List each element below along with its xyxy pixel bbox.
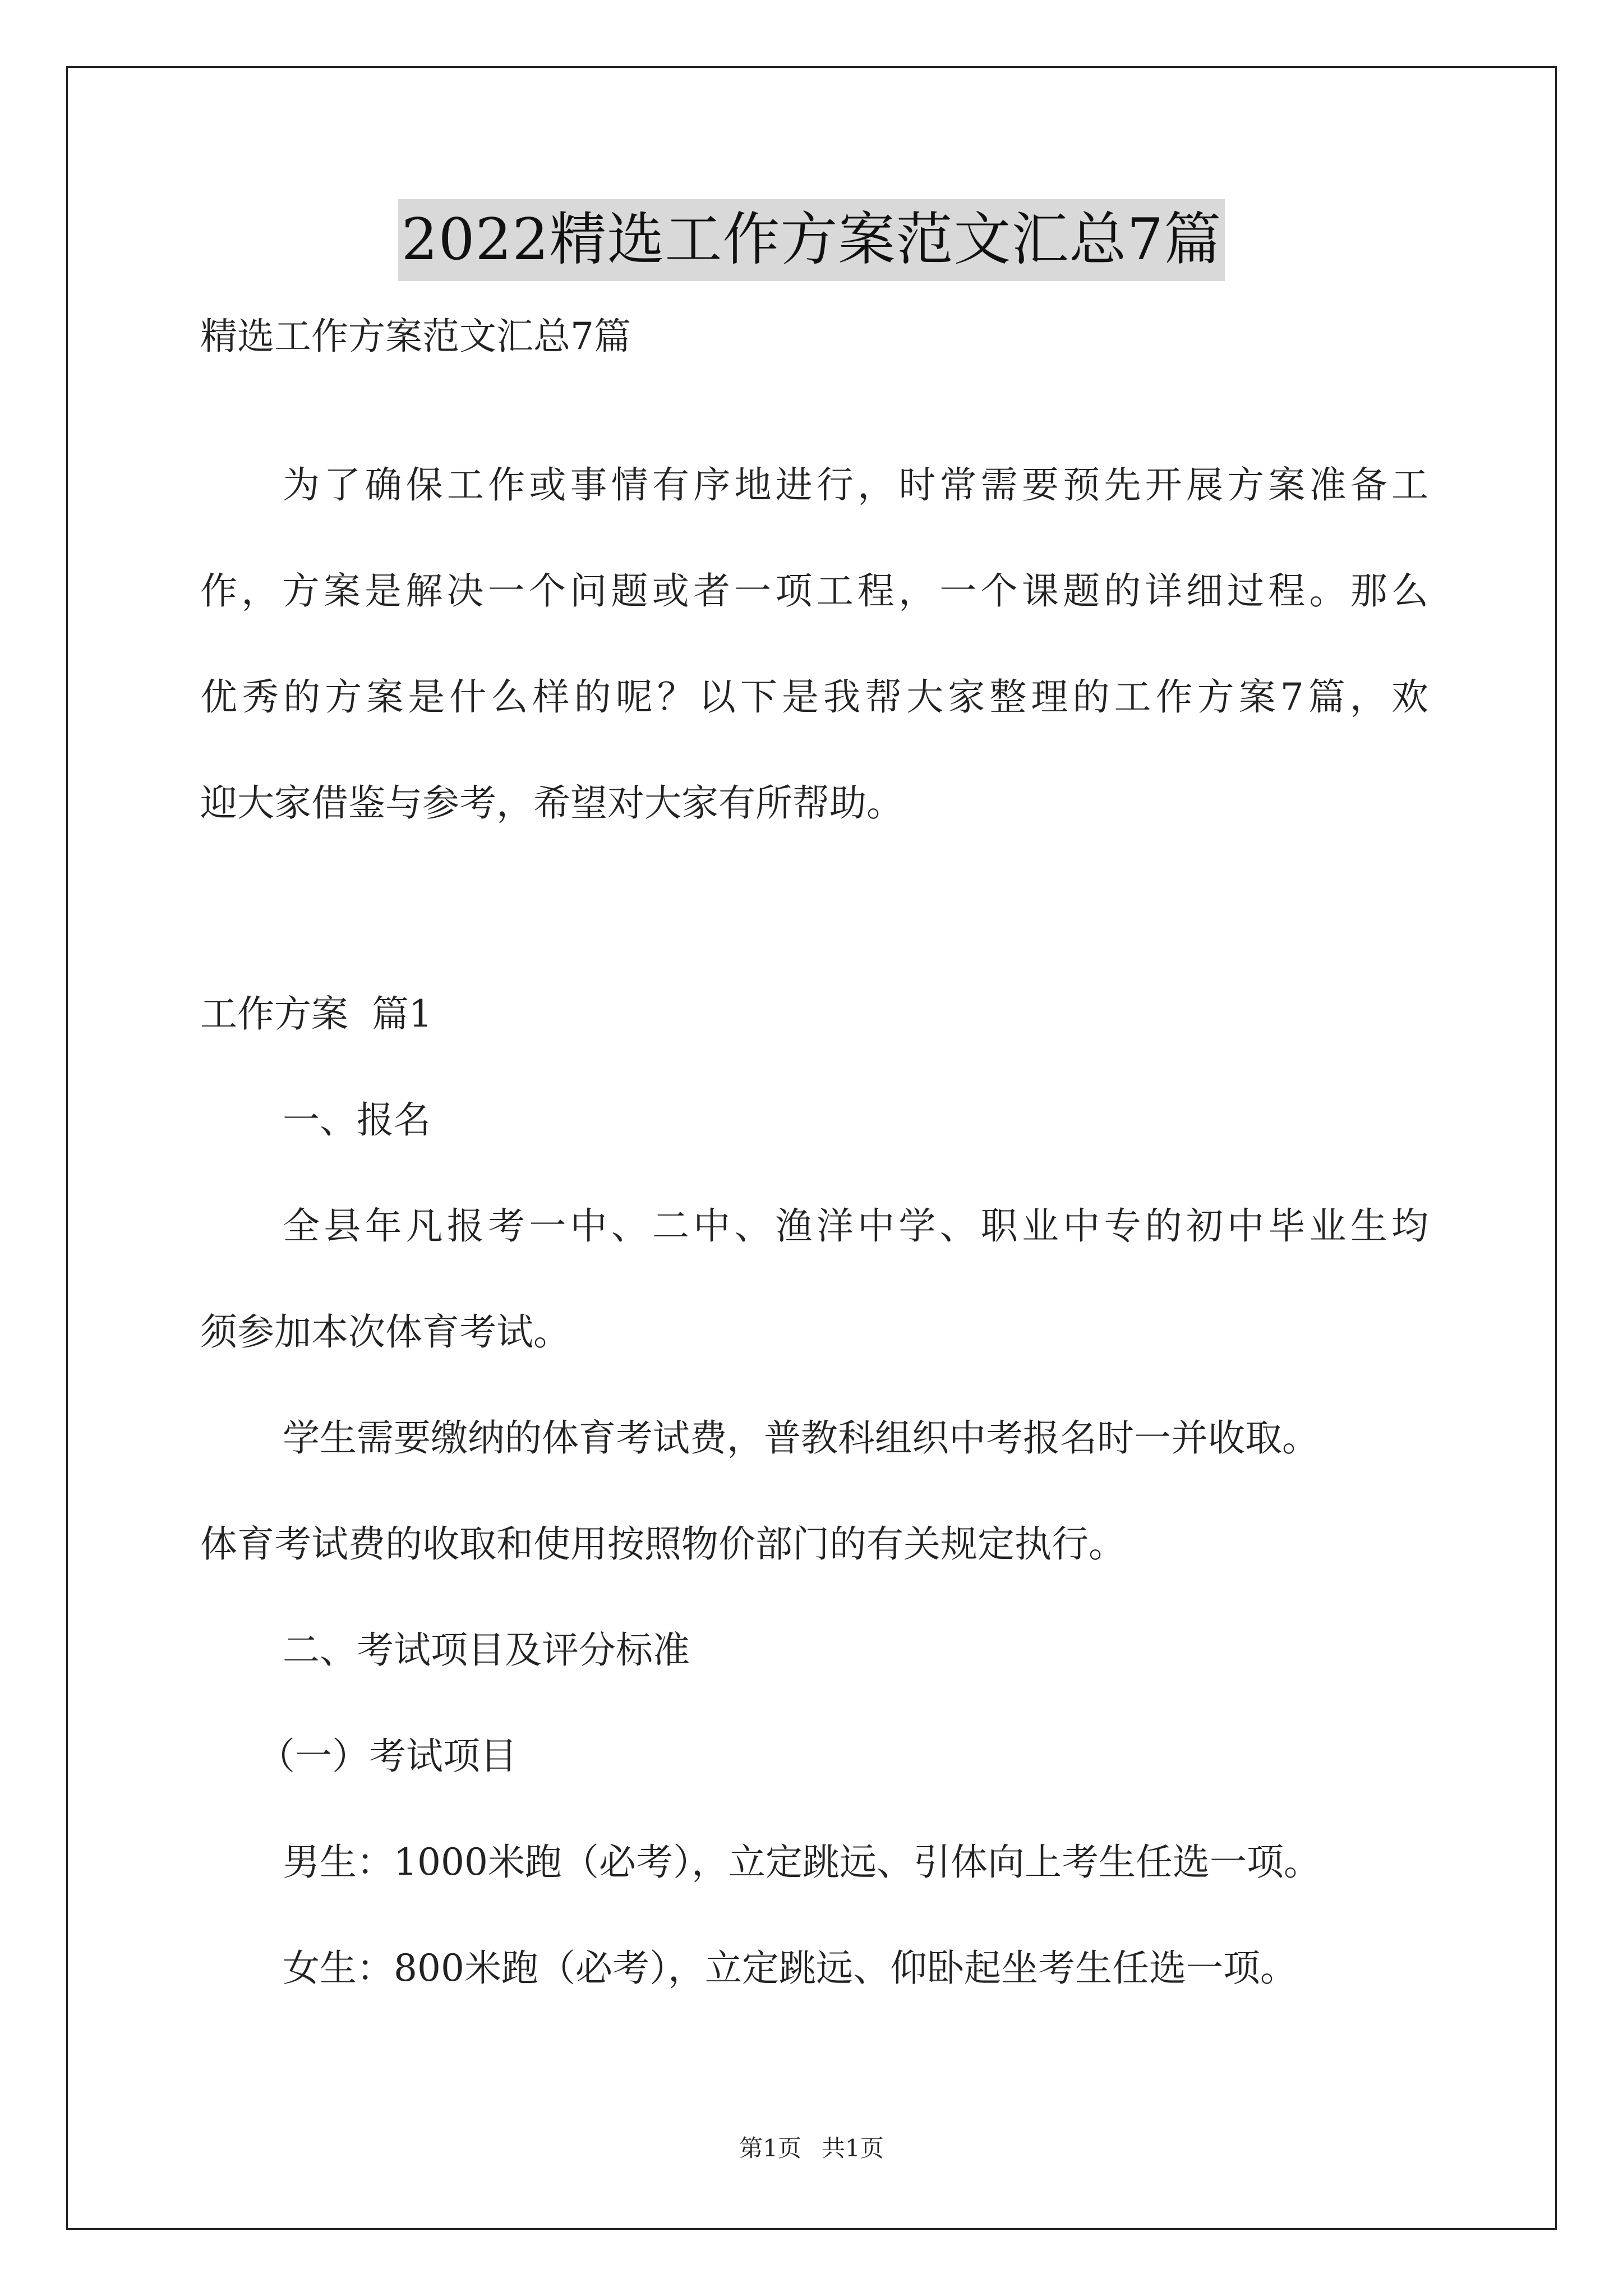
female-requirements: 女生：800米跑（必考），立定跳远、仰卧起坐考生任选一项。 [283,1947,1297,1990]
document-subtitle: 精选工作方案范文汇总7篇 [200,315,631,358]
male-requirements: 男生：1000米跑（必考），立定跳远、引体向上考生任选一项。 [283,1841,1321,1884]
intro-line-3: 优秀的方案是什么样的呢？以下是我帮大家整理的工作方案7篇，欢 [200,675,1428,719]
item-registration: 一、报名 [283,1098,431,1142]
paragraph-line: 须参加本次体育考试。 [200,1310,570,1354]
paragraph-line: 全县年凡报考一中、二中、渔洋中学、职业中专的初中毕业生均 [283,1204,1428,1248]
intro-line-1: 为了确保工作或事情有序地进行，时常需要预先开展方案准备工 [283,463,1428,507]
page-total: 共1页 [822,2134,884,2162]
item-exam-items: 二、考试项目及评分标准 [283,1628,690,1672]
sub-heading: （一）考试项目 [258,1734,517,1778]
intro-line-4: 迎大家借鉴与参考，希望对大家有所帮助。 [200,781,903,825]
document-title: 2022精选工作方案范文汇总7篇 [398,199,1225,281]
paragraph-line: 学生需要缴纳的体育考试费，普教科组织中考报名时一并收取。 [283,1416,1319,1460]
section-heading: 工作方案 篇1 [200,992,432,1036]
page-number: 第1页 [739,2134,801,2162]
page-footer [0,2132,1623,2165]
intro-line-2: 作，方案是解决一个问题或者一项工程，一个课题的详细过程。那么 [200,569,1428,613]
paragraph-line: 体育考试费的收取和使用按照物价部门的有关规定执行。 [200,1522,1126,1566]
title-container [0,199,1623,281]
page-border [66,66,1557,2230]
